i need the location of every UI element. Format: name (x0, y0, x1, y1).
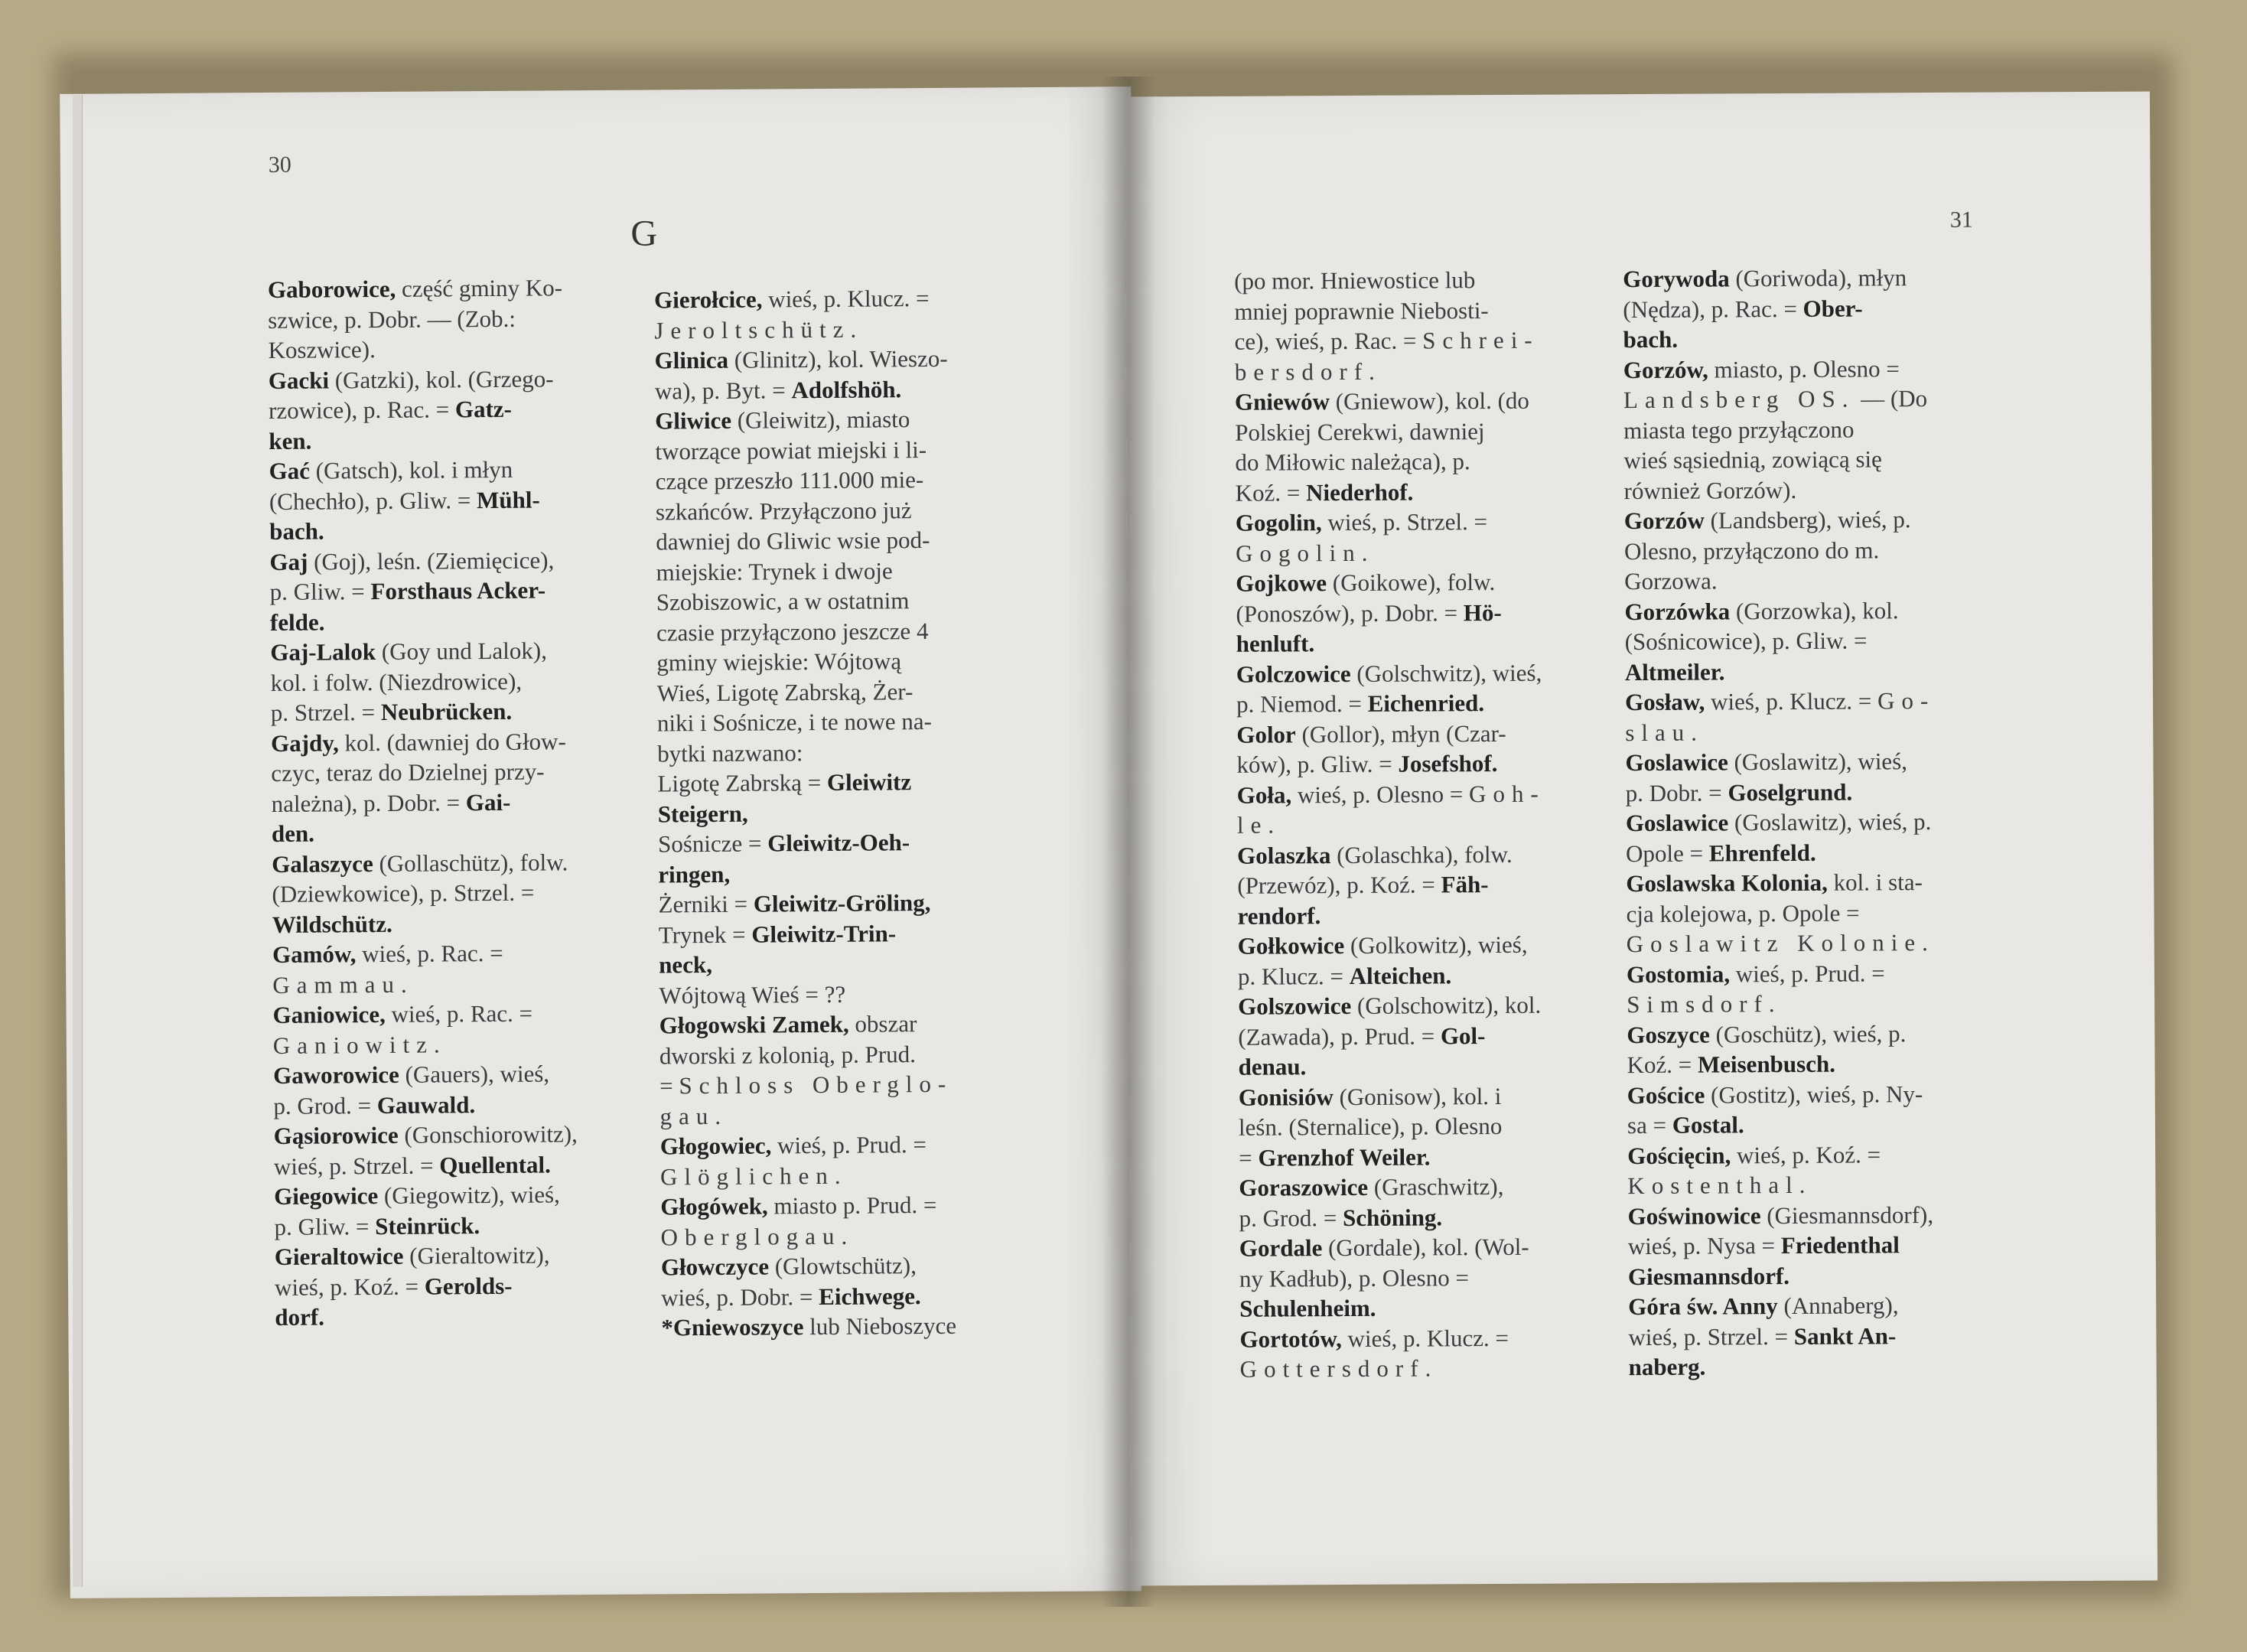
dictionary-entry (1239, 1080, 1622, 1173)
dictionary-entry (660, 1189, 1051, 1253)
dictionary-entry (272, 937, 633, 1000)
entry-headword: Glinica (654, 346, 729, 374)
dictionary-entry (269, 454, 629, 547)
entry-spaced: Goslawitz Kolonie. (1626, 928, 1935, 958)
entry-text: kol. i sta- cja kolejowa, p. Opole = (1626, 868, 1923, 927)
entry-german: Gai- den. (271, 788, 511, 848)
page-number-right: 31 (1949, 207, 1973, 233)
dictionary-entry (269, 363, 629, 456)
entry-text: (Gieraltowitz), wieś, p. Koź. = (274, 1241, 550, 1301)
entry-text: (Gonisow), kol. i leśn. (Sternalice), p. Olesno = (1238, 1082, 1503, 1171)
dictionary-entry (1236, 718, 1619, 780)
entry-spaced: Kostenthal. (1627, 1171, 1812, 1200)
entry-text: (Giegowitz), wieś, p. Gliw. = (274, 1181, 560, 1240)
dictionary-entry (1238, 989, 1621, 1082)
entry-german: Grenzhof Weiler. (1258, 1142, 1431, 1171)
entry-spaced: Oberglogau. (660, 1222, 855, 1250)
entry-headword: Głogówek, (660, 1192, 768, 1220)
dictionary-entry (272, 998, 633, 1061)
entry-text: (Golkowitz), wieś, p. Klucz. = (1237, 930, 1528, 990)
dictionary-entry (661, 1310, 1051, 1343)
entry-german: Fäh- rendorf. (1237, 871, 1489, 930)
dictionary-entry (1623, 353, 2007, 506)
entry-german: Adolfshöh. (791, 375, 902, 403)
right-page (1125, 92, 2157, 1586)
entry-headword: *Gniewoszyce (661, 1313, 804, 1341)
entry-german: Gostal. (1672, 1111, 1744, 1139)
dictionary-entry (271, 725, 631, 849)
dictionary-entry (1239, 1171, 1621, 1233)
entry-text: wieś, p. Prud. = (1730, 959, 1885, 987)
entry-text: (Giesmannsdorf), wieś, p. Nysa = (1627, 1201, 1934, 1260)
entry-headword: Gostomia, (1626, 960, 1731, 988)
dictionary-entry (1624, 595, 2008, 687)
entry-german: Goselgrund. (1728, 778, 1853, 806)
entry-german: Neubrücken. (380, 697, 513, 726)
entry-text: (Goslawitz), wieś, p. Dobr. = (1625, 748, 1908, 806)
entry-headword: Głogowski Zamek, (659, 1010, 849, 1039)
entry-german: Niederhof. (1305, 478, 1414, 506)
entry-text: miasto p. Prud. = (767, 1191, 937, 1220)
entry-text: (Gorzowka), kol. (Sośnicowice), p. Gliw. = (1624, 596, 1899, 656)
entry-german: Gleiwitz-Oeh- ringen, (658, 829, 910, 888)
dictionary-entry (655, 403, 1047, 769)
entry-german: Gleiwitz-Trin- neck, (658, 919, 897, 979)
entry-text: (Goikowe), folw. (Ponoszów), p. Dobr. = (1236, 568, 1496, 627)
entry-headword: Głogowiec, (659, 1132, 772, 1160)
entry-text: obszar dworski z kolonią, p. Prud. = (659, 1010, 917, 1100)
dictionary-entry (1237, 778, 1620, 841)
entry-german: Ober- bach. (1623, 294, 1863, 354)
entry-headword: Golaszka (1237, 841, 1331, 869)
entry-german: Altmeiler. (1624, 657, 1725, 686)
entry-text: wieś, p. Strzel. = (1321, 508, 1488, 536)
dictionary-entry (1627, 1199, 2011, 1292)
entry-headword: Gieraltowice (274, 1242, 404, 1270)
entry-german: Gleiwitz Steigern, (657, 768, 912, 827)
entry-german: Quellental. (439, 1150, 551, 1178)
dictionary-entry (1239, 1231, 1623, 1324)
entry-headword: Gorzów (1623, 507, 1705, 535)
entry-text: (Goschütz), wieś, p. Koź. = (1627, 1019, 1907, 1079)
entry-text: (Graschwitz), p. Grod. = (1239, 1172, 1504, 1232)
dictionary-entry (1626, 866, 2009, 959)
entry-german: Friedenthal Giesmannsdorf. (1627, 1231, 1900, 1290)
entry-headword: Gaborowice, (267, 275, 396, 304)
dictionary-entry (654, 343, 1045, 406)
entry-headword: Gojkowe (1236, 569, 1327, 597)
entry-text: (Gniewow), kol. (do Polskiej Cerekwi, dawniej do Miłowic należąca), p. Koź. = (1235, 386, 1529, 507)
entry-headword: Goświnowice (1627, 1201, 1761, 1230)
entry-headword: Gajdy, (270, 728, 339, 757)
entry-text: (Gollor), młyn (Czar- ków), p. Gliw. = (1236, 719, 1506, 778)
entry-headword: Goslawska Kolonia, (1626, 868, 1828, 898)
entry-spaced: Glöglichen. (659, 1162, 848, 1190)
entry-text: wieś, p. Olesno = (1291, 780, 1470, 808)
entry-text: (Glowtschütz), wieś, p. Dobr. = (661, 1252, 917, 1311)
dictionary-entry (272, 846, 632, 940)
dictionary-entry (1626, 806, 2008, 868)
dictionary-entry (1237, 839, 1620, 931)
dictionary-entry (657, 766, 1048, 829)
entry-text: miasto, p. Olesno = (1708, 354, 1900, 383)
entry-german: Schulenheim. (1239, 1294, 1376, 1322)
entry-text: Wójtową Wieś = ?? (659, 980, 846, 1008)
entry-headword: Gliwice (655, 406, 732, 435)
entry-tail: — (Do miasta tego przyłączono wieś sąsiednią, zowiącą się również Gorzów). (1623, 385, 1928, 504)
dictionary-entry (654, 282, 1045, 346)
entry-text: wieś, p. Koź. = (1731, 1140, 1881, 1168)
entry-german: Forsthaus Acker- felde. (269, 576, 546, 636)
entry-headword: Gaj-Lalok (270, 638, 376, 666)
entry-text: (Golschowitz), kol. (Zawada), p. Prud. = (1238, 991, 1542, 1051)
entry-text: (Landsberg), wieś, p. Olesno, przyłączono do m. Gorzowa. (1623, 506, 1911, 595)
entry-headword: Gogolin, (1235, 509, 1322, 536)
entry-german: Gerolds- dorf. (275, 1272, 513, 1331)
entry-spaced: Simsdorf. (1627, 990, 1782, 1018)
dictionary-entry (1239, 1322, 1622, 1385)
left-page (60, 86, 1141, 1598)
entry-headword: Gać (269, 457, 311, 485)
entry-headword: Gościce (1627, 1081, 1705, 1109)
entry-german: Gol- denau. (1238, 1022, 1486, 1080)
page-edge (73, 95, 83, 1587)
dictionary-entry (659, 977, 1049, 1010)
dictionary-entry (661, 1250, 1052, 1313)
book-gutter (1102, 77, 1155, 1607)
dictionary-entry (274, 1119, 634, 1181)
entry-german: Hö- henluft. (1236, 598, 1502, 657)
left-page-column-1 (268, 272, 635, 1333)
entry-text: (Gostitz), wieś, p. Ny- sa = (1627, 1080, 1923, 1139)
entry-spaced: Gogolin. (1235, 539, 1375, 567)
entry-german: Josefshof. (1398, 749, 1498, 777)
entry-text: Sośnicze = (657, 829, 768, 858)
entry-text: (Goy und Lalok), kol. i folw. (Niezdrowice), p. Strzel. = (270, 637, 548, 727)
dictionary-entry (1623, 262, 2006, 354)
entry-headword: Góra św. Anny (1628, 1292, 1778, 1321)
entry-text: wieś, p. Klucz. = (762, 284, 930, 313)
entry-german: Ehrenfeld. (1708, 839, 1816, 867)
entry-text: (Gleiwitz), miasto tworzące powiat miejski i li- czące przeszło 111.000 mie- szkańców. Przyłączono już dawniej do Gliwic wsie pod- miejskie: Trynek i dwoje Szobiszowic, a w ostatnim czasie przyłączono jeszcze 4 gminy wiejskie: Wójtową Wieś, Ligotę Zabrską, Żer- niki i Sośnicze, i te nowe na- bytki nazwano: (655, 406, 933, 767)
entry-text: (po mor. Hniewostice lub mniej poprawnie Niebosti- ce), wieś, p. Rac. = (1234, 266, 1489, 355)
entry-text: (Gonschiorowitz), wieś, p. Strzel. = (273, 1120, 578, 1180)
entry-headword: Gacki (268, 366, 330, 394)
entry-headword: Goła, (1236, 780, 1292, 809)
entry-text: część gminy Ko- szwice, p. Dobr. — (Zob.: Koszwice). (268, 274, 563, 364)
entry-headword: Goszyce (1627, 1021, 1710, 1048)
entry-headword: Golor (1236, 720, 1296, 748)
entry-headword: Gniewów (1234, 388, 1330, 415)
dictionary-entry (1236, 657, 1619, 720)
entry-spaced: Schrei- bersdorf. (1234, 326, 1539, 386)
entry-german: Mühl- bach. (269, 486, 540, 546)
entry-german: Steinrück. (375, 1211, 480, 1240)
entry-headword: Głowczyce (660, 1253, 770, 1281)
entry-text: wieś, p. Klucz. = (1705, 687, 1878, 715)
entry-headword: Gierołcice, (653, 285, 763, 314)
dictionary-entry (660, 1129, 1051, 1192)
dictionary-entry (1627, 1139, 2010, 1201)
entry-text: (Gollaschütz), folw. (Dziewkowice), p. Strzel. = (272, 848, 568, 907)
entry-headword: Ganiowice, (272, 1000, 386, 1028)
entry-text: kol. (dawniej do Głow- czyc, teraz do Dzielnej przy- należna), p. Dobr. = (271, 727, 566, 817)
dictionary-entry (1625, 745, 2008, 808)
entry-text: (Glinitz), kol. Wieszo- wa), p. Byt. = (654, 344, 948, 404)
entry-text: (Golschwitz), wieś, p. Niemod. = (1236, 659, 1542, 718)
entry-german: Meisenbusch. (1697, 1050, 1836, 1078)
entry-text: (Goslawitz), wieś, p. Opole = (1626, 808, 1932, 867)
dictionary-entry (268, 272, 628, 366)
entry-text: (Golaschka), folw. (Przewóz), p. Koź. = (1237, 840, 1513, 899)
dictionary-entry (1236, 506, 1618, 569)
entry-headword: Golszowice (1238, 992, 1352, 1020)
entry-spaced: Gammau. (272, 970, 414, 999)
entry-spaced: Goh- le. (1236, 780, 1545, 839)
entry-headword: Gosław, (1624, 688, 1705, 716)
dictionary-entry (1625, 685, 2008, 748)
dictionary-entry (1627, 1018, 2009, 1080)
entry-german: Eichenried. (1367, 689, 1485, 717)
entry-text: (Gatzki), kol. (Grzego- rzowice), p. Rac. = (268, 364, 554, 425)
dictionary-entry (273, 1058, 633, 1121)
entry-text: (Goj), leśn. (Ziemięcice), p. Gliw. = (269, 546, 555, 606)
entry-text: Ligotę Zabrską = (657, 768, 828, 797)
dictionary-entry (274, 1179, 634, 1242)
entry-text: (Gatsch), kol. i młyn (Chechło), p. Gliw. = (269, 455, 513, 515)
entry-german: Sankt An- naberg. (1628, 1321, 1897, 1381)
dictionary-entry (1628, 1289, 2011, 1382)
dictionary-entry (1236, 566, 1619, 659)
entry-spaced: Ganiowitz. (272, 1030, 447, 1059)
dictionary-entry (1627, 957, 2009, 1020)
dictionary-entry (269, 544, 630, 637)
entry-headword: Gorzówka (1624, 597, 1731, 625)
entry-text: lub Nieboszyce (803, 1311, 957, 1341)
dictionary-entry (275, 1240, 635, 1333)
entry-headword: Galaszyce (272, 849, 373, 878)
entry-headword: Golczowice (1236, 660, 1351, 688)
entry-spaced: Go- slau. (1625, 686, 1936, 746)
entry-headword: Giegowice (274, 1182, 379, 1210)
entry-headword: Goslawice (1625, 809, 1729, 837)
entry-text: (Goriwoda), młyn (Nędza), p. Rac. = (1623, 264, 1907, 323)
entry-headword: Gąsiorowice (273, 1121, 399, 1149)
dictionary-entry (270, 635, 630, 728)
entry-text: (Annaberg), wieś, p. Strzel. = (1628, 1292, 1899, 1351)
entry-german: Alteichen. (1349, 961, 1452, 989)
entry-headword: Gołkowice (1237, 932, 1345, 960)
right-page-column-2 (1623, 262, 2011, 1382)
dictionary-entry (1624, 503, 2008, 596)
entry-headword: Gaworowice (272, 1061, 399, 1089)
entry-german: Gatz- ken. (269, 395, 513, 455)
dictionary-entry (1235, 385, 1618, 508)
dictionary-entry (1238, 929, 1620, 992)
entry-text: wieś, p. Klucz. = (1341, 1324, 1509, 1352)
entry-spaced: Jeroltschütz. (654, 315, 864, 344)
entry-text: Trynek = (658, 920, 752, 948)
entry-text: Żerniki = (658, 890, 754, 918)
entry-headword: Gonisiów (1238, 1083, 1334, 1111)
section-letter: G (630, 213, 658, 254)
left-page-column-2 (654, 282, 1052, 1343)
dictionary-entry (658, 887, 1048, 920)
entry-german: Gleiwitz-Gröling, (753, 888, 931, 917)
dictionary-entry (659, 917, 1050, 980)
entry-headword: Gortotów, (1239, 1325, 1342, 1353)
entry-german: Eichwege. (819, 1282, 921, 1310)
entry-spaced: Gottersdorf. (1239, 1354, 1438, 1383)
entry-spaced: Schloss Oberglo- gau. (659, 1070, 953, 1129)
entry-headword: Gaj (269, 548, 308, 575)
entry-german: Wildschütz. (272, 910, 392, 938)
dictionary-entry (658, 826, 1049, 890)
right-page-column-1 (1234, 264, 1623, 1384)
page-number-left: 30 (268, 152, 291, 178)
entry-headword: Gordale (1239, 1234, 1323, 1262)
entry-headword: Gorzów, (1623, 356, 1708, 383)
entry-german: Schöning. (1342, 1203, 1443, 1231)
entry-spaced: Landsberg OS. (1623, 385, 1855, 414)
entry-text: wieś, p. Prud. = (771, 1131, 927, 1159)
entry-headword: Gościęcin, (1627, 1141, 1731, 1169)
entry-headword: Gorywoda (1623, 265, 1730, 293)
entry-headword: Goslawice (1625, 748, 1728, 777)
dictionary-entry (1234, 264, 1617, 387)
entry-headword: Gamów, (272, 940, 357, 968)
dictionary-entry (659, 1008, 1050, 1132)
entry-text: wieś, p. Rac. = (385, 999, 533, 1028)
entry-text: (Gordale), kol. (Wol- ny Kadłub), p. Olesno = (1239, 1233, 1529, 1292)
entry-german: Gauwald. (376, 1090, 476, 1119)
entry-headword: Goraszowice (1239, 1173, 1369, 1201)
entry-text: wieś, p. Rac. = (356, 939, 503, 968)
dictionary-entry (1627, 1078, 2010, 1141)
entry-text: (Gauers), wieś, p. Grod. = (273, 1060, 550, 1119)
